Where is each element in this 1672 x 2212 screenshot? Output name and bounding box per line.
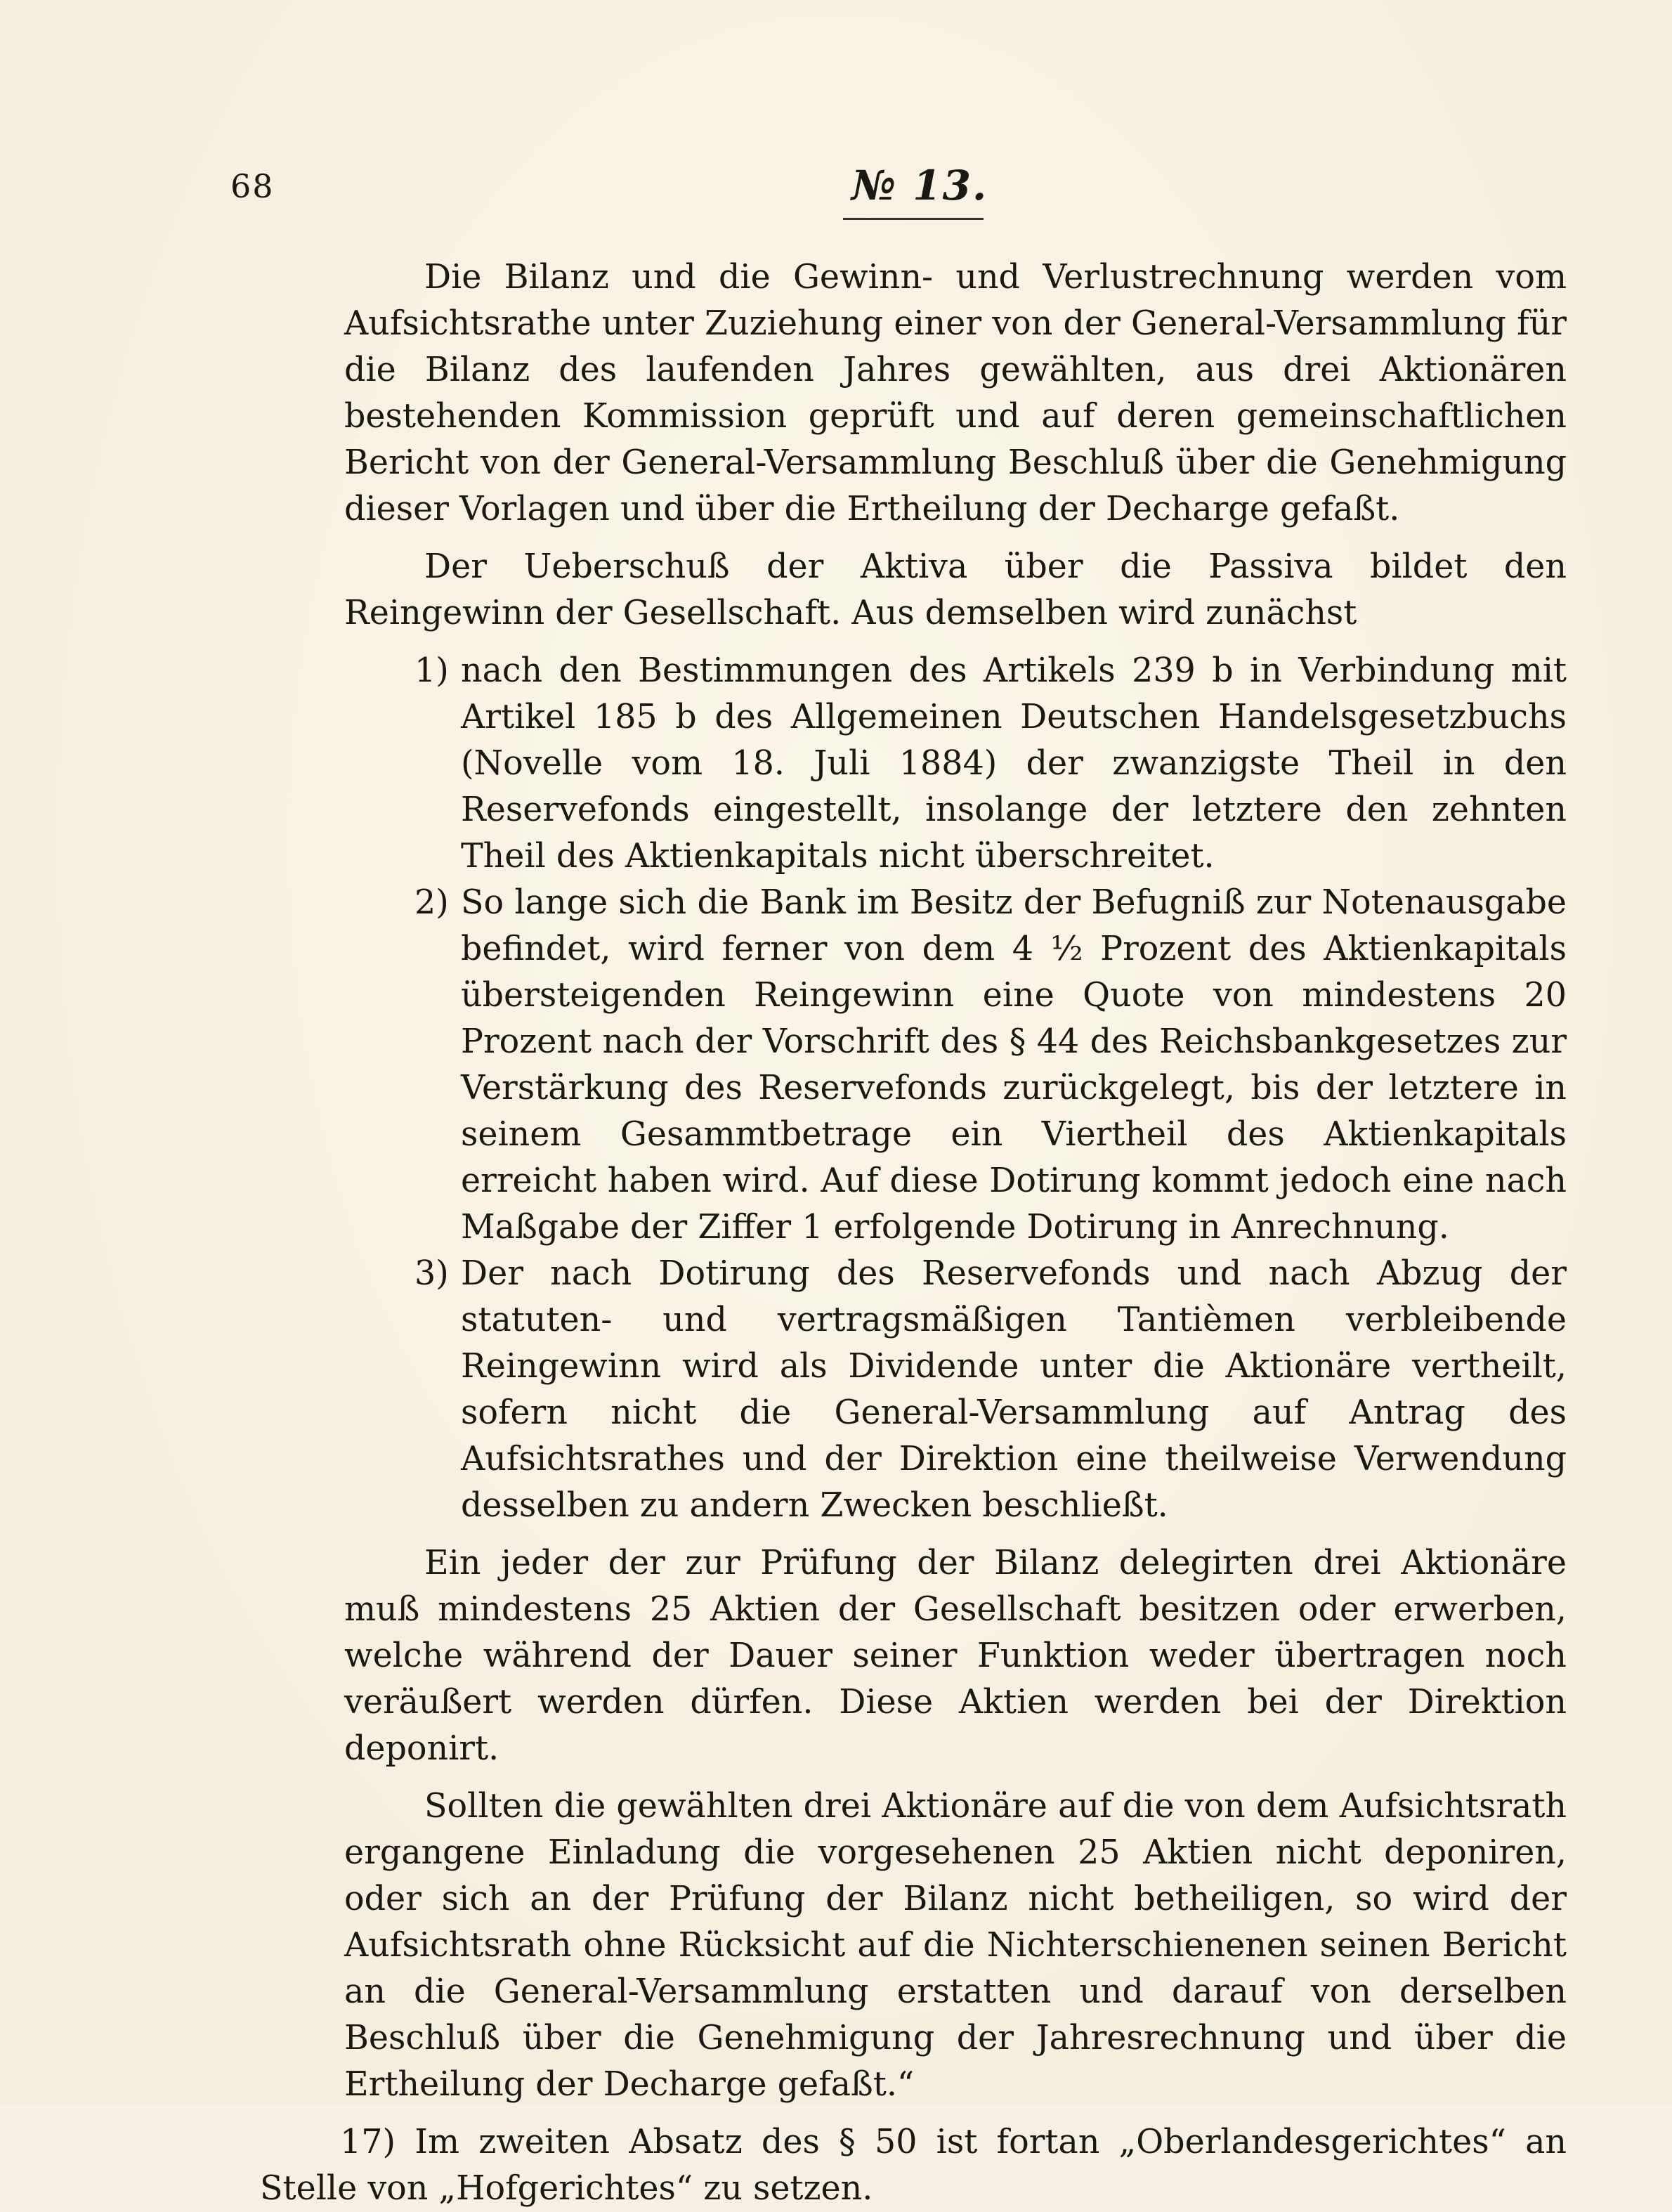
page-number: 68: [230, 167, 275, 205]
paragraph-auditor-shares: Ein jeder der zur Prüfung der Bilanz delegirten drei Aktionäre muß mindestens 25 Aktien der Gesellschaft besitzen oder erwerben, welche während der Dauer seiner Funktion weder übertragen noch veräußert werden dürfen. Diese Aktien werden bei der Direktion deponirt.: [344, 1544, 1567, 1768]
list-item-number: 3): [414, 1254, 449, 1293]
profit-allocation-list: [344, 648, 1567, 1529]
paragraph-net-profit: Der Ueberschuß der Aktiva über die Passiva bildet den Reingewinn der Gesellschaft. Aus demselben wird zunächst: [344, 547, 1567, 632]
list-item-text: So lange sich die Bank im Besitz der Befugniß zur Notenausgabe befindet, wird ferner von dem 4 ½ Prozent des Aktienkapitals übersteigenden Reingewinn eine Quote von mindestens 20 Prozent nach der Vorschrift des § 44 des Reichsbankgesetzes zur Verstärkung des Reservefonds zurückgelegt, bis der letztere in seinem Gesammtbetrage ein Viertheil des Aktienkapitals erreicht haben wird. Auf diese Dotirung kommt jedoch eine nach Maßgabe der Ziffer 1 erfolgende Dotirung in Anrechnung.: [461, 883, 1567, 1247]
list-item: [344, 1251, 1567, 1529]
list-item-number: 2): [414, 883, 449, 922]
paragraph-balance-audit: Die Bilanz und die Gewinn- und Verlustrechnung werden vom Aufsichtsrathe unter Zuziehung einer von der General-Versammlung für die Bilanz des laufenden Jahres gewählten, aus drei Aktionären bestehenden Kommission geprüft und auf deren gemeinschaftlichen Bericht von der General-Versammlung Beschluß über die Genehmigung dieser Vorlagen und über die Ertheilung der Decharge gefaßt.: [344, 258, 1567, 528]
header-rule: [843, 218, 984, 220]
document-body: [260, 254, 1567, 2212]
paragraph-auditor-absence: Sollten die gewählten drei Aktionäre auf die von dem Aufsichtsrath ergangene Einladung die vorgesehenen 25 Aktien nicht deponiren, oder sich an der Prüfung der Bilanz nicht betheiligen, so wird der Aufsichtsrath ohne Rücksicht auf die Nichterschienenen seinen Bericht an die General-Versammlung erstatten und darauf von derselben Beschluß über die Genehmigung der Jahresrechnung und über die Ertheilung der Decharge gefaßt.“: [344, 1787, 1567, 2104]
page-header: [0, 162, 1672, 230]
list-item-text: Der nach Dotirung des Reservefonds und nach Abzug der statuten- und vertragsmäßigen Tantièmen verbleibende Reingewinn wird als Dividende unter die Aktionäre vertheilt, sofern nicht die General-Versammlung auf Antrag des Aufsichtsrathes und der Direktion eine theilweise Verwendung desselben zu andern Zwecken beschließt.: [461, 1254, 1567, 1525]
issue-number: № 13.: [851, 162, 988, 209]
list-item-text: nach den Bestimmungen des Artikels 239 b in Verbindung mit Artikel 185 b des Allgemeinen Deutschen Handelsgesetzbuchs (Novelle vom 18. Juli 1884) der zwanzigste Theil in den Reservefonds eingestellt, insolange der letztere den zehnten Theil des Aktienkapitals nicht überschreitet.: [461, 651, 1567, 876]
list-item: [344, 648, 1567, 880]
list-item-number: 1): [414, 651, 449, 690]
list-item: [344, 880, 1567, 1251]
paragraph-amendment-17: 17) Im zweiten Absatz des § 50 ist fortan „Oberlandesgerichtes“ an Stelle von „Hofgerichtes“ zu setzen.: [260, 2123, 1567, 2208]
